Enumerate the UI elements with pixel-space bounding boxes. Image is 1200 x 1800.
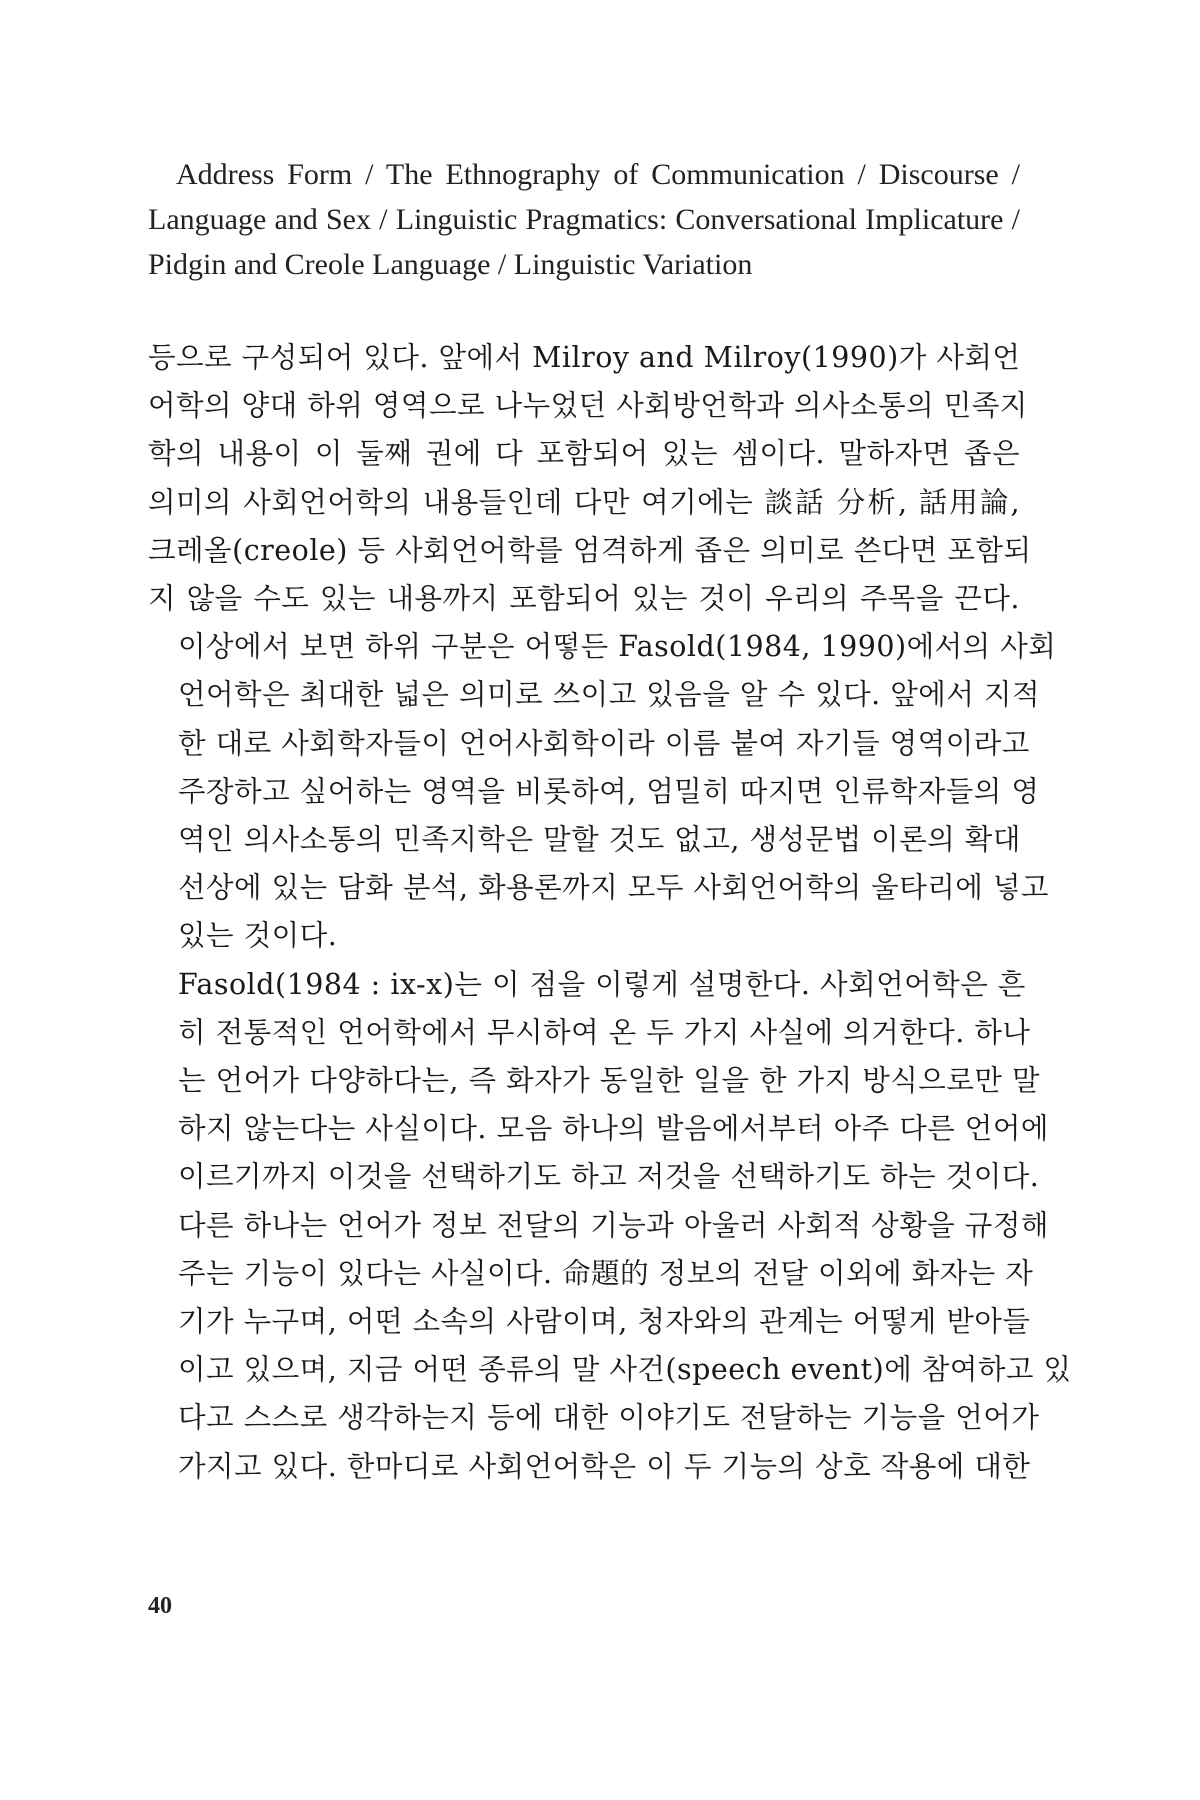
- text-line: Fasold(1984 : ix-x)는 이 점을 이렇게 설명한다. 사회언어학은 흔: [178, 967, 1026, 1001]
- text-line: 는 언어가 다양하다는, 즉 화자가 동일한 일을 한 가지 방식으로만 말: [178, 1064, 1040, 1098]
- paragraph-1: [148, 334, 1032, 623]
- text-line: 어학의 양대 하위 영역으로 나누었던 사회방언학과 의사소통의 민족지: [148, 389, 1028, 423]
- paragraph-3: [148, 961, 1072, 1491]
- text-line: 다른 하나는 언어가 정보 전달의 기능과 아울러 사회적 상황을 규정해: [178, 1208, 1049, 1242]
- text-line: 하지 않는다는 사실이다. 모음 하나의 발음에서부터 아주 다른 언어에: [178, 1112, 1049, 1146]
- text-line: 가지고 있다. 한마디로 사회언어학은 이 두 기능의 상호 작용에 대한: [178, 1449, 1031, 1483]
- body-text: [148, 334, 1072, 1491]
- text-line: 이고 있으며, 지금 어떤 종류의 말 사건(speech event)에 참여하고 있: [178, 1353, 1072, 1387]
- text-line: 히 전통적인 언어학에서 무시하여 온 두 가지 사실에 의거한다. 하나: [178, 1015, 1031, 1049]
- text-line: 역인 의사소통의 민족지학은 말할 것도 없고, 생성문법 이론의 확대: [178, 823, 1021, 857]
- text-line: 등으로 구성되어 있다. 앞에서 Milroy and Milroy(1990)가 사회언: [148, 341, 1021, 374]
- text-line: 기가 누구며, 어떤 소속의 사람이며, 청자와의 관계는 어떻게 받아들: [178, 1305, 1031, 1339]
- text-line: 학의 내용이 이 둘째 권에 다 포함되어 있는 셈이다. 말하자면 좁은: [148, 437, 1020, 471]
- text-line: 한 대로 사회학자들이 언어사회학이라 이름 붙여 자기들 영역이라고: [178, 726, 1030, 760]
- text-line: 선상에 있는 담화 분석, 화용론까지 모두 사회언어학의 울타리에 넣고: [178, 871, 1049, 905]
- contents-list: [148, 152, 1020, 287]
- text-line: 주장하고 싶어하는 영역을 비롯하여, 엄밀히 따지면 인류학자들의 영: [178, 774, 1040, 808]
- text-line: 언어학은 최대한 넓은 의미로 쓰이고 있음을 알 수 있다. 앞에서 지적: [178, 678, 1040, 712]
- text-line: 다고 스스로 생각하는지 등에 대한 이야기도 전달하는 기능을 언어가: [178, 1401, 1040, 1435]
- text-line: 이상에서 보면 하위 구분은 어떻든 Fasold(1984, 1990)에서의 사회: [178, 630, 1057, 664]
- contents-text: Address Form / The Ethnography of Communication / Discourse / Language and Sex / Linguistic Pragmatics: Conversational Implicature / Pidgin and Creole Language / Linguistic Variation: [148, 158, 1020, 281]
- paragraph-2: [148, 623, 1057, 960]
- text-line: 크레올(creole) 등 사회언어학를 엄격하게 좁은 의미로 쓴다면 포함되: [148, 533, 1032, 567]
- text-line: 이르기까지 이것을 선택하기도 하고 저것을 선택하기도 하는 것이다.: [178, 1160, 1040, 1194]
- text-line: 있는 것이다.: [178, 919, 338, 953]
- text-line: 주는 기능이 있다는 사실이다. 命題的 정보의 전달 이외에 화자는 자: [178, 1256, 1034, 1290]
- page-number: 40: [148, 1593, 172, 1619]
- text-line: 의미의 사회언어학의 내용들인데 다만 여기에는 談話 分析, 話用論,: [148, 485, 1020, 519]
- text-line: 지 않을 수도 있는 내용까지 포함되어 있는 것이 우리의 주목을 끈다.: [148, 582, 1020, 616]
